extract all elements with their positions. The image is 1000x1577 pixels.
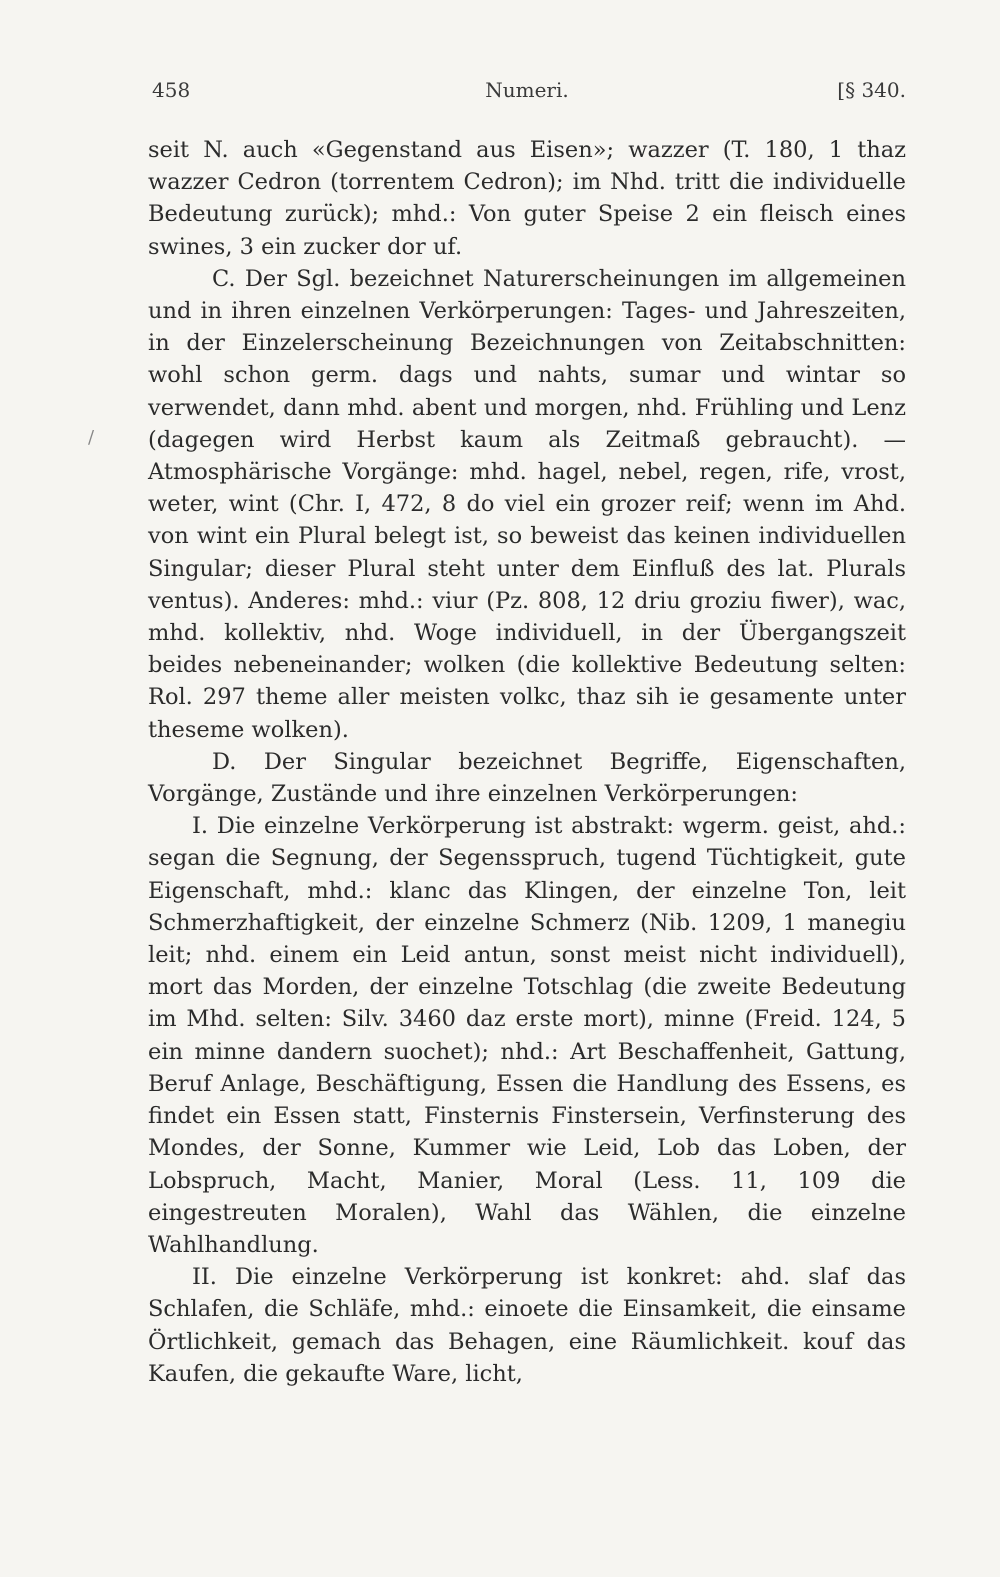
page-number: 458 xyxy=(152,78,191,102)
margin-mark: / xyxy=(88,427,95,448)
paragraph-continuation: seit N. auch «Gegenstand aus Eisen»; wazzer (T. 180, 1 thaz wazzer Cedron (torrentem Cedron); im Nhd. tritt die individuelle Bedeutung zurück); mhd.: Von guter Speise 2 ein fleisch eines swines, 3 ein zucker dor uf. xyxy=(148,137,906,260)
section-number: [§ 340. xyxy=(837,78,906,102)
paragraph-section-c: C. Der Sgl. bezeichnet Naturerscheinungen im allgemeinen und in ihren einzelnen Verkörperungen: Tages- und Jahreszeiten, in der Einzelerscheinung Bezeichnungen von Zeitabschnitten: wohl schon germ. dags und nahts, sumar und wintar so verwendet, dann mhd. abent und morgen, nhd. Frühling und Lenz (dagegen wird Herbst kaum als Zeitmaß gebraucht). — Atmosphärische Vorgänge: mhd. hagel, nebel, regen, rife, vrost, weter, wint (Chr. I, 472, 8 do viel ein grozer reif; wenn im Ahd. von wint ein Plural belegt ist, so beweist das keinen individuellen Singular; dieser Plural steht unter dem Einfluß des lat. Plurals ventus). Anderes: mhd.: viur (Pz. 808, 12 driu groziu fiwer), wac, mhd. kollektiv, nhd. Woge individuell, in der Übergangszeit beides nebeneinander; wolken (die kollektive Bedeutung selten: Rol. 297 theme aller meisten volkc, thaz sih ie gesamente unter theseme wolken). xyxy=(148,265,906,743)
paragraph-section-d: D. Der Singular bezeichnet Begriffe, Eigenschaften, Vorgänge, Zustände und ihre einzelnen Verkörperungen: xyxy=(148,748,906,808)
paragraph-section-d-ii: II. Die einzelne Verkörperung ist konkret: ahd. slaf das Schlafen, die Schläfe, mhd.: einoete die Einsamkeit, die einsame Örtlichkeit, gemach das Behagen, eine Räumlichkeit. kouf das Kaufen, die gekaufte Ware, licht, xyxy=(148,1264,906,1387)
running-title: Numeri. xyxy=(485,78,569,102)
running-header xyxy=(148,78,906,108)
paragraph-section-d-i: I. Die einzelne Verkörperung ist abstrakt: wgerm. geist, ahd.: segan die Segnung, der Segensspruch, tugend Tüchtigkeit, gute Eigenschaft, mhd.: klanc das Klingen, der einzelne Ton, leit Schmerzhaftigkeit, der einzelne Schmerz (Nib. 1209, 1 manegiu leit; nhd. einem ein Leid antun, sonst meist nicht individuell), mort das Morden, der einzelne Totschlag (die zweite Bedeutung im Mhd. selten: Silv. 3460 daz erste mort), minne (Freid. 124, 5 ein minne dandern suochet); nhd.: Art Beschaffenheit, Gattung, Beruf Anlage, Beschäftigung, Essen die Handlung des Essens, es findet ein Essen statt, Finsternis Finstersein, Verfinsterung des Mondes, der Sonne, Kummer wie Leid, Lob das Loben, der Lobspruch, Macht, Manier, Moral (Less. 11, 109 die eingestreuten Moralen), Wahl das Wählen, die einzelne Wahlhandlung. xyxy=(148,813,906,1258)
body-text xyxy=(148,134,906,1390)
